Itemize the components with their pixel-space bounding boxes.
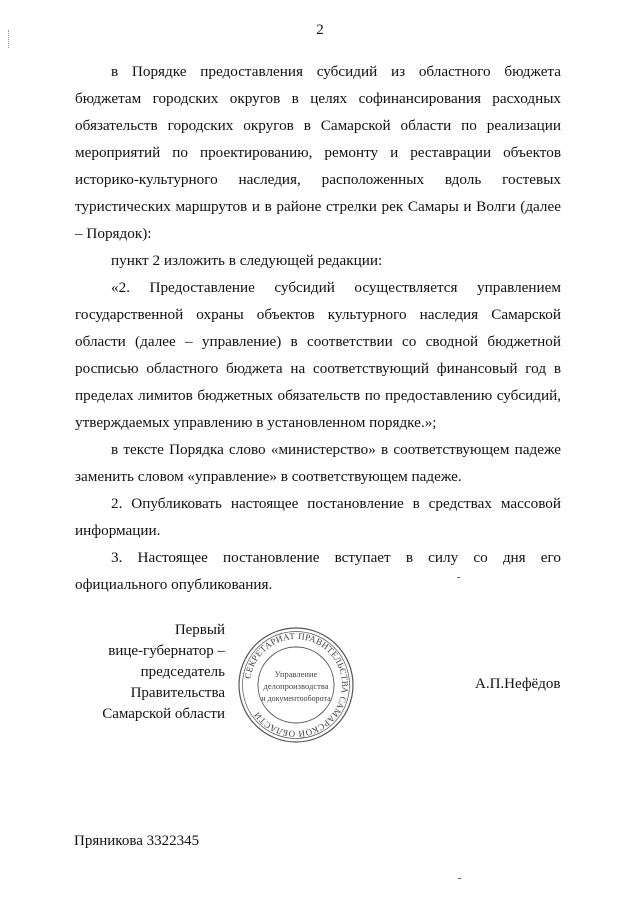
signatory-title-line: Первый (174, 622, 225, 638)
signatory-title-line: председатель Правительства (130, 664, 225, 701)
signatory-name: А.П.Нефёдов (475, 676, 561, 692)
scan-speck (457, 577, 460, 578)
paragraph-entry-into-force: 3. Настоящее постановление вступает в силу со дня его официального опубликования. (75, 549, 561, 593)
scan-speck (458, 878, 461, 879)
document-body (75, 58, 561, 598)
stamp-center-line: и документооборота (261, 694, 331, 703)
signatory-title-line: Самарской области (102, 706, 225, 722)
stamp-center-line: Управление (274, 669, 318, 679)
stamp-ring-text: СЕКРЕТАРИАТ ПРАВИТЕЛЬСТВА САМАРСКОЙ ОБЛАСТИ (242, 630, 351, 740)
signatory-title (60, 620, 225, 725)
paragraph-publication: 2. Опубликовать настоящее постановление в средствах массовой информации. (75, 495, 561, 539)
stamp-center-line: делопроизводства (263, 681, 329, 691)
signatory-title-line: вице-губернатор – (108, 643, 225, 659)
paragraph-point-2-intro: пункт 2 изложить в следующей редакции: (111, 252, 383, 269)
paragraph-point-2-text: «2. Предоставление субсидий осуществляется управлением государственной охраны объектов культурного наследия Самарской области (далее – управление) в соответствии со сводной бюджетной росписью областного бюджета на соответствующий финансовый год в пределах лимитов бюджетных обязательств по предоставлению субсидий, утверждаемых управлению в установленном порядке.»; (75, 279, 561, 431)
paragraph-order-reference: в Порядке предоставления субсидий из областного бюджета бюджетам городских округов в целях софинансирования расходных обязательств городских округов в Самарской области по реализации мероприятий по проектированию, ремонту и реставрации объектов историко-культурного наследия, расположенных вдоль гостевых туристических маршрутов и в районе стрелки рек Самары и Волги (далее – Порядок): (75, 63, 561, 242)
executor-contact: Пряникова 3322345 (74, 833, 200, 849)
paragraph-word-replacement: в тексте Порядка слово «министерство» в соответствующем падеже заменить словом «управление» в соответствующем падеже. (75, 441, 561, 485)
page-number: 2 (316, 22, 324, 38)
official-stamp (236, 625, 356, 745)
